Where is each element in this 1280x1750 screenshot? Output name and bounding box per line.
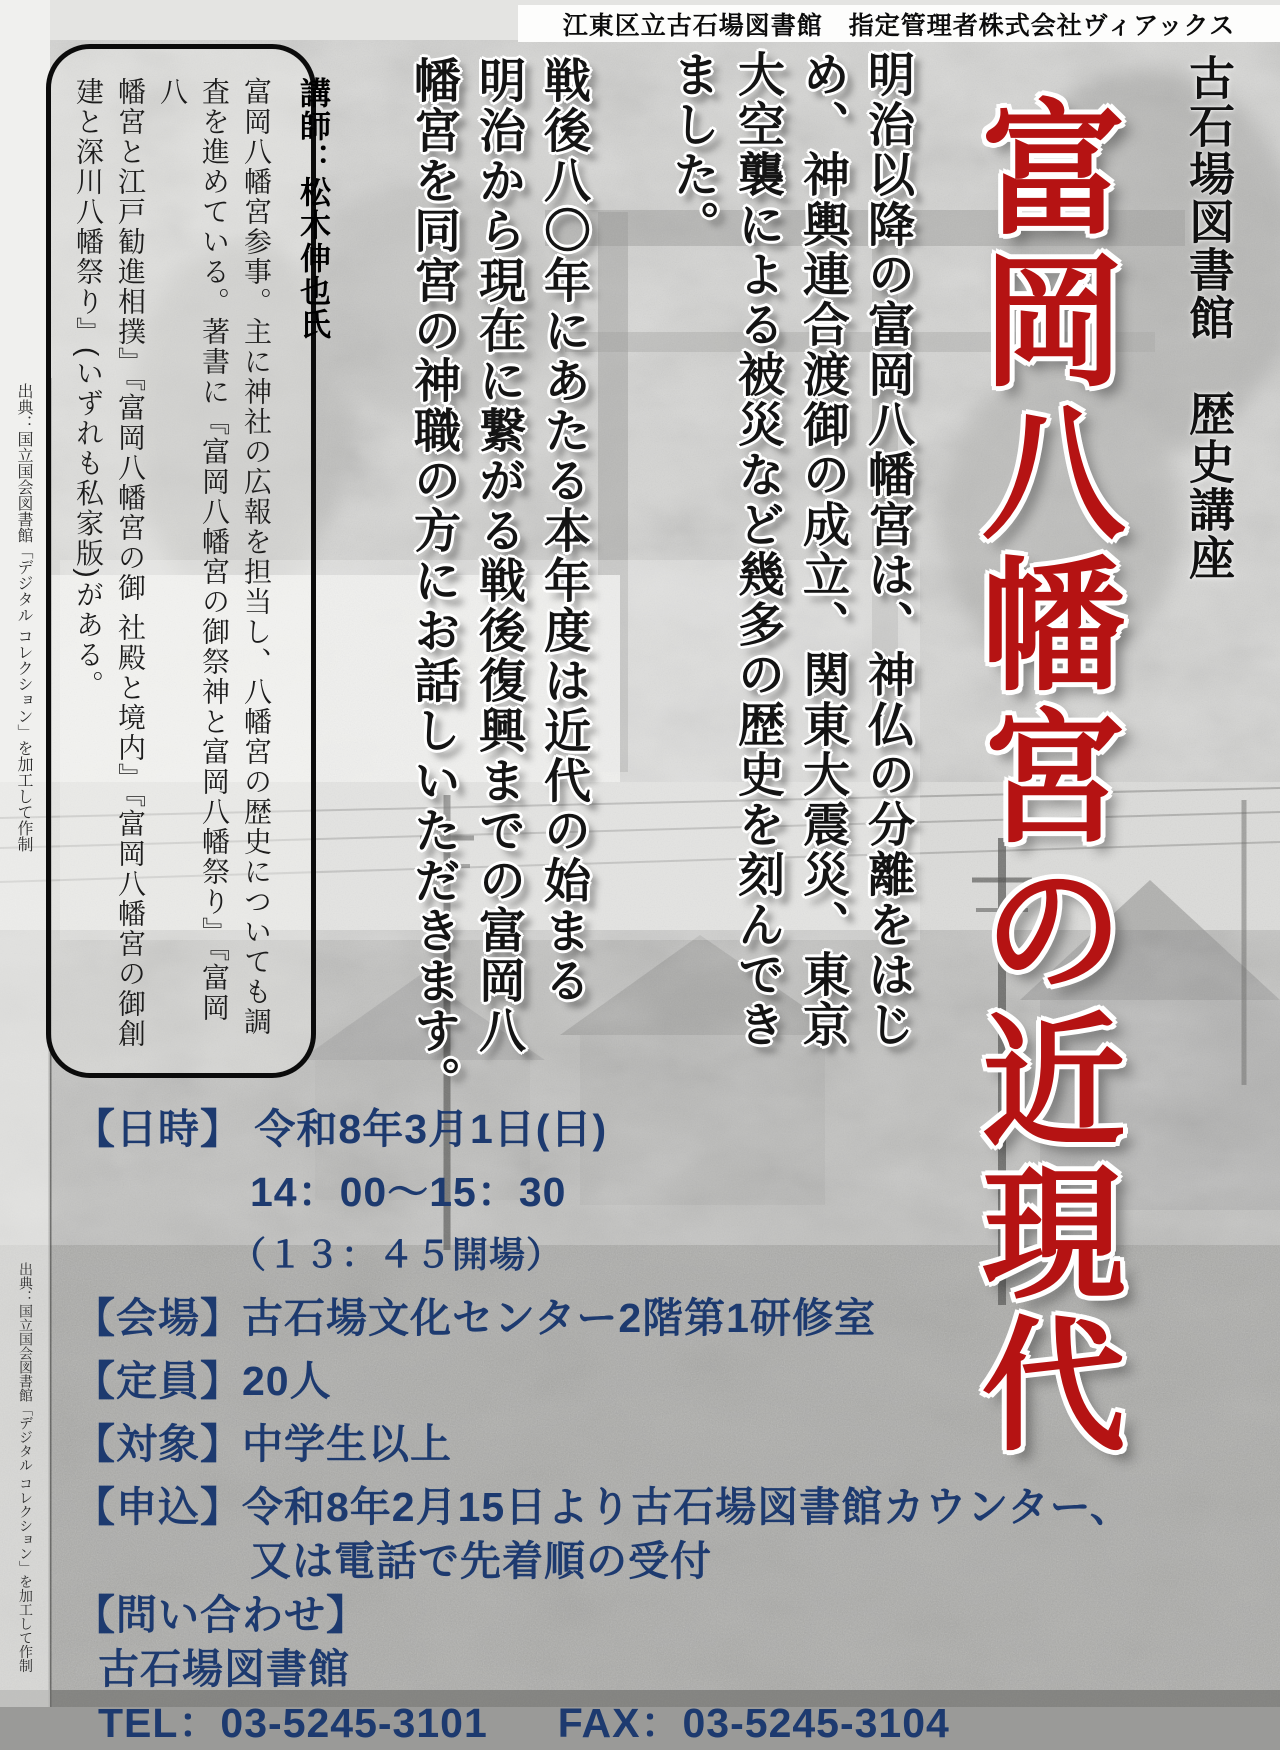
- header-text: 江東区立古石場図書館 指定管理者株式会社ヴィアックス: [562, 11, 1236, 40]
- speaker-bio-line: 建と深川八幡祭り』(いずれも私家版)がある。: [73, 77, 104, 700]
- lecture-line: 幡宮を同宮の神職の方にお話しいただきます。: [406, 56, 461, 1106]
- intro-paragraph: [660, 50, 920, 1050]
- info-contact-name: 古石場図書館: [98, 1646, 350, 1692]
- info-apply-line-2: 又は電話で先着順の受付: [250, 1538, 712, 1584]
- info-phone-row: [74, 1696, 1244, 1750]
- intro-line: 大空襲による被災など幾多の歴史を刻んでき: [730, 50, 785, 1050]
- info-fax: FAX：03-5245-3104: [557, 1700, 950, 1746]
- info-datetime-label-line: 【日時】 令和8年3月1日(日): [74, 1106, 608, 1152]
- lecture-paragraph: [401, 56, 596, 1106]
- photo-credit-bottom: 出典：国立国会図書館「デジタル コレクション」を加工して作制: [17, 1262, 33, 1673]
- photo-credit-top: 出典：国立国会図書館「デジタル コレクション」を加工して作制: [15, 383, 34, 853]
- speaker-bio-line: 富岡八幡宮参事。主に神社の広報を担当し、八幡宮の歴史についても調: [241, 77, 272, 1037]
- course-title-vertical: 古石場図書館 歴史講座: [1183, 54, 1235, 582]
- speaker-box-content: [67, 77, 335, 1049]
- info-contact-label: 【問い合わせ】: [74, 1592, 368, 1638]
- speaker-heading: 講師：松木伸也氏: [295, 77, 330, 341]
- info-venue-line: 【会場】古石場文化センター2階第1研修室: [74, 1295, 876, 1341]
- speaker-bio-line: 査を進めている。著書に『富岡八幡宮の御祭神と富岡八幡祭り』『富岡八: [157, 77, 230, 1023]
- intro-line: ました。: [665, 50, 720, 250]
- speaker-bio-line: 幡宮と江戸勧進相撲』『富岡八幡宮の御 社殿と境内』『富岡八幡宮の御創: [115, 77, 146, 1049]
- main-title-vertical: 富岡八幡宮の近現代: [958, 94, 1127, 1462]
- intro-line: め、神輿連合渡御の成立、関東大震災、東京: [795, 50, 850, 1050]
- info-audience-line: 【対象】中学生以上: [74, 1421, 452, 1467]
- info-capacity-line: 【定員】20人: [74, 1358, 332, 1404]
- speaker-box: [46, 44, 330, 1078]
- intro-line: 明治以降の富岡八幡宮は、神仏の分離をはじ: [860, 50, 915, 1050]
- info-apply-line: 【申込】令和8年2月15日より古石場図書館カウンター、: [74, 1484, 1132, 1530]
- lecture-line: 明治から現在に繋がる戦後復興までの富岡八: [471, 56, 526, 1056]
- lecture-line: 戦後八〇年にあたる本年度は近代の始まる: [536, 56, 591, 1006]
- header-bar: [518, 5, 1280, 42]
- info-doors-open-line: （１３：４５開場）: [230, 1234, 564, 1275]
- event-info: [74, 1102, 1244, 1750]
- info-time-line: 14：00～15：30: [250, 1169, 567, 1215]
- info-tel: TEL：03-5245-3101: [98, 1700, 488, 1746]
